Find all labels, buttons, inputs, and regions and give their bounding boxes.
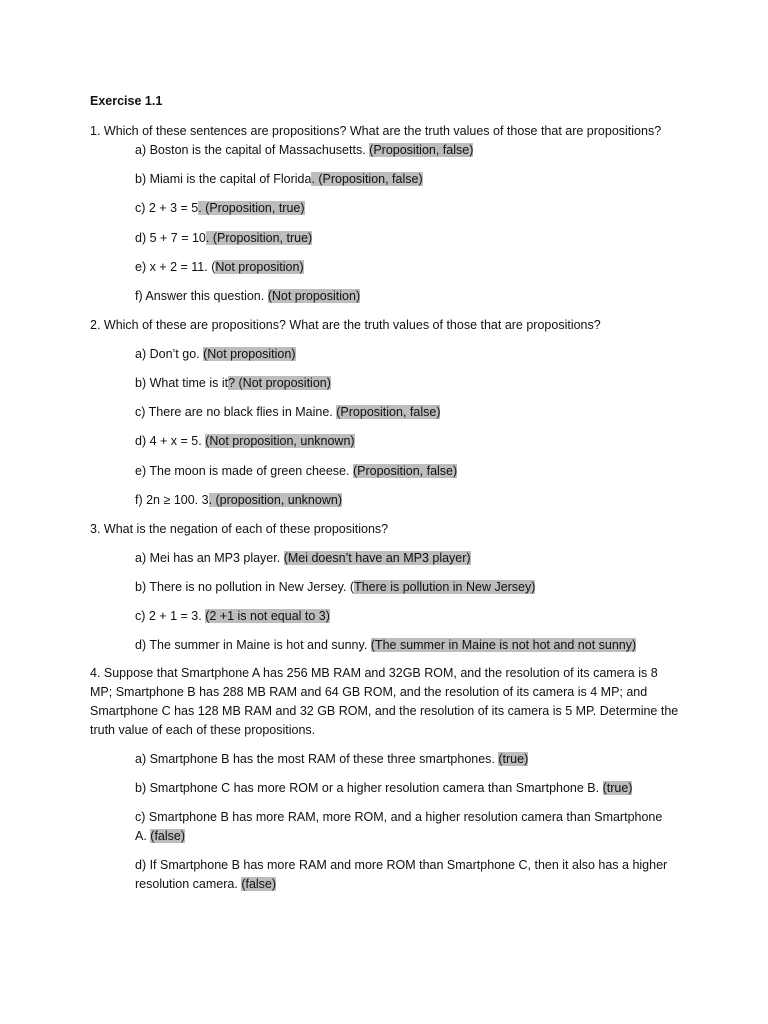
q1-item-b [135, 170, 423, 189]
q4-item-d-text: d) If Smartphone B has more RAM and more ROM than Smartphone C, then it also has a higher resolution camera. [135, 858, 668, 891]
q3-item-b-answer: There is pollution in New Jersey) [354, 580, 536, 594]
q2-item-b-text: b) What time is it [135, 376, 229, 390]
q3-item-d-answer: (The summer in Maine is not hot and not sunny) [370, 638, 637, 652]
q4-item-c-text: c) Smartphone B has more RAM, more ROM, and a higher resolution camera than Smartphone A. [135, 810, 663, 843]
q1-item-a-text: a) Boston is the capital of Massachusetts. [135, 143, 370, 157]
q4-item-a-answer: (true) [498, 752, 529, 766]
q3-item-b [135, 578, 535, 597]
q2-item-d [135, 432, 355, 451]
q1-item-e-answer: Not proposition) [215, 260, 304, 274]
q1-item-e-text: e) x + 2 = 11. ( [135, 260, 216, 274]
q1-item-a-answer: (Proposition, false) [369, 143, 474, 157]
q1-item-f-text: f) Answer this question. [135, 289, 268, 303]
q2-item-b-answer: ? (Not proposition) [228, 376, 331, 390]
q4-item-a [135, 750, 528, 769]
q2-item-c-answer: (Proposition, false) [336, 405, 441, 419]
q4-item-b [135, 779, 632, 798]
q4-item-c-answer: (false) [150, 829, 186, 843]
q4-item-c [135, 808, 675, 846]
q1-item-f-answer: (Not proposition) [267, 289, 361, 303]
q1-item-c-answer: . (Proposition, true) [198, 201, 305, 215]
q1-item-d-text: d) 5 + 7 = 10 [135, 231, 206, 245]
q2-item-d-text: d) 4 + x = 5. [135, 434, 206, 448]
q2-item-e-text: e) The moon is made of green cheese. [135, 464, 353, 478]
q3-item-b-text: b) There is no pollution in New Jersey. ( [135, 580, 355, 594]
q2-item-c-text: c) There are no black flies in Maine. [135, 405, 337, 419]
q2-item-f-text: f) 2n ≥ 100. 3 [135, 493, 209, 507]
q1-item-d-answer: . (Proposition, true) [205, 231, 313, 245]
q3-item-c [135, 607, 330, 626]
q2-item-f-answer: . (proposition, unknown) [208, 493, 342, 507]
q3-item-c-text: c) 2 + 1 = 3. [135, 609, 206, 623]
q3-item-a [135, 549, 471, 568]
q4-item-a-text: a) Smartphone B has the most RAM of these three smartphones. [135, 752, 499, 766]
q1-item-e [135, 258, 304, 277]
q2-item-b [135, 374, 331, 393]
q2-item-d-answer: (Not proposition, unknown) [205, 434, 355, 448]
q4-item-d [135, 856, 675, 894]
q1-item-c [135, 199, 305, 218]
q2-item-c [135, 403, 440, 422]
q1-item-d [135, 229, 312, 248]
q3-item-c-answer: (2 +1 is not equal to 3) [205, 609, 330, 623]
exercise-title: Exercise 1.1 [90, 94, 163, 108]
q2-item-a [135, 345, 296, 364]
q2-item-f [135, 491, 342, 510]
q3-item-d-text: d) The summer in Maine is hot and sunny. [135, 638, 371, 652]
q2-item-a-text: a) Don’t go. [135, 347, 204, 361]
q1-item-b-text: b) Miami is the capital of Florida [135, 172, 312, 186]
q4-item-b-text: b) Smartphone C has more ROM or a higher resolution camera than Smartphone B. [135, 781, 603, 795]
q1-item-c-text: c) 2 + 3 = 5 [135, 201, 199, 215]
q1-item-b-answer: . (Proposition, false) [311, 172, 423, 186]
q3-item-a-answer: (Mei doesn’t have an MP3 player) [283, 551, 471, 565]
q2-item-e [135, 462, 457, 481]
q2-item-e-answer: (Proposition, false) [352, 464, 458, 478]
q1-item-a [135, 141, 473, 160]
question-2: 2. Which of these are propositions? What are the truth values of those that are propositions? [90, 318, 601, 332]
question-1: 1. Which of these sentences are propositions? What are the truth values of those that are propositions? [90, 124, 662, 138]
q2-item-a-answer: (Not proposition) [203, 347, 296, 361]
q3-item-d [135, 636, 636, 655]
q4-item-b-answer: (true) [602, 781, 633, 795]
q1-item-f [135, 287, 360, 306]
question-4: 4. Suppose that Smartphone A has 256 MB RAM and 32GB ROM, and the resolution of its camera is 8 MP; Smartphone B has 288 MB RAM and 64 GB ROM, and the resolution of its camera is 4 MP; and Smartphone C has 128 MB RAM and 32 GB ROM, and the resolution of its camera is 5 MP. Determine the truth value of each of these propositions. [90, 666, 679, 737]
q3-item-a-text: a) Mei has an MP3 player. [135, 551, 284, 565]
q4-item-d-answer: (false) [241, 877, 277, 891]
question-3: 3. What is the negation of each of these propositions? [90, 522, 389, 536]
